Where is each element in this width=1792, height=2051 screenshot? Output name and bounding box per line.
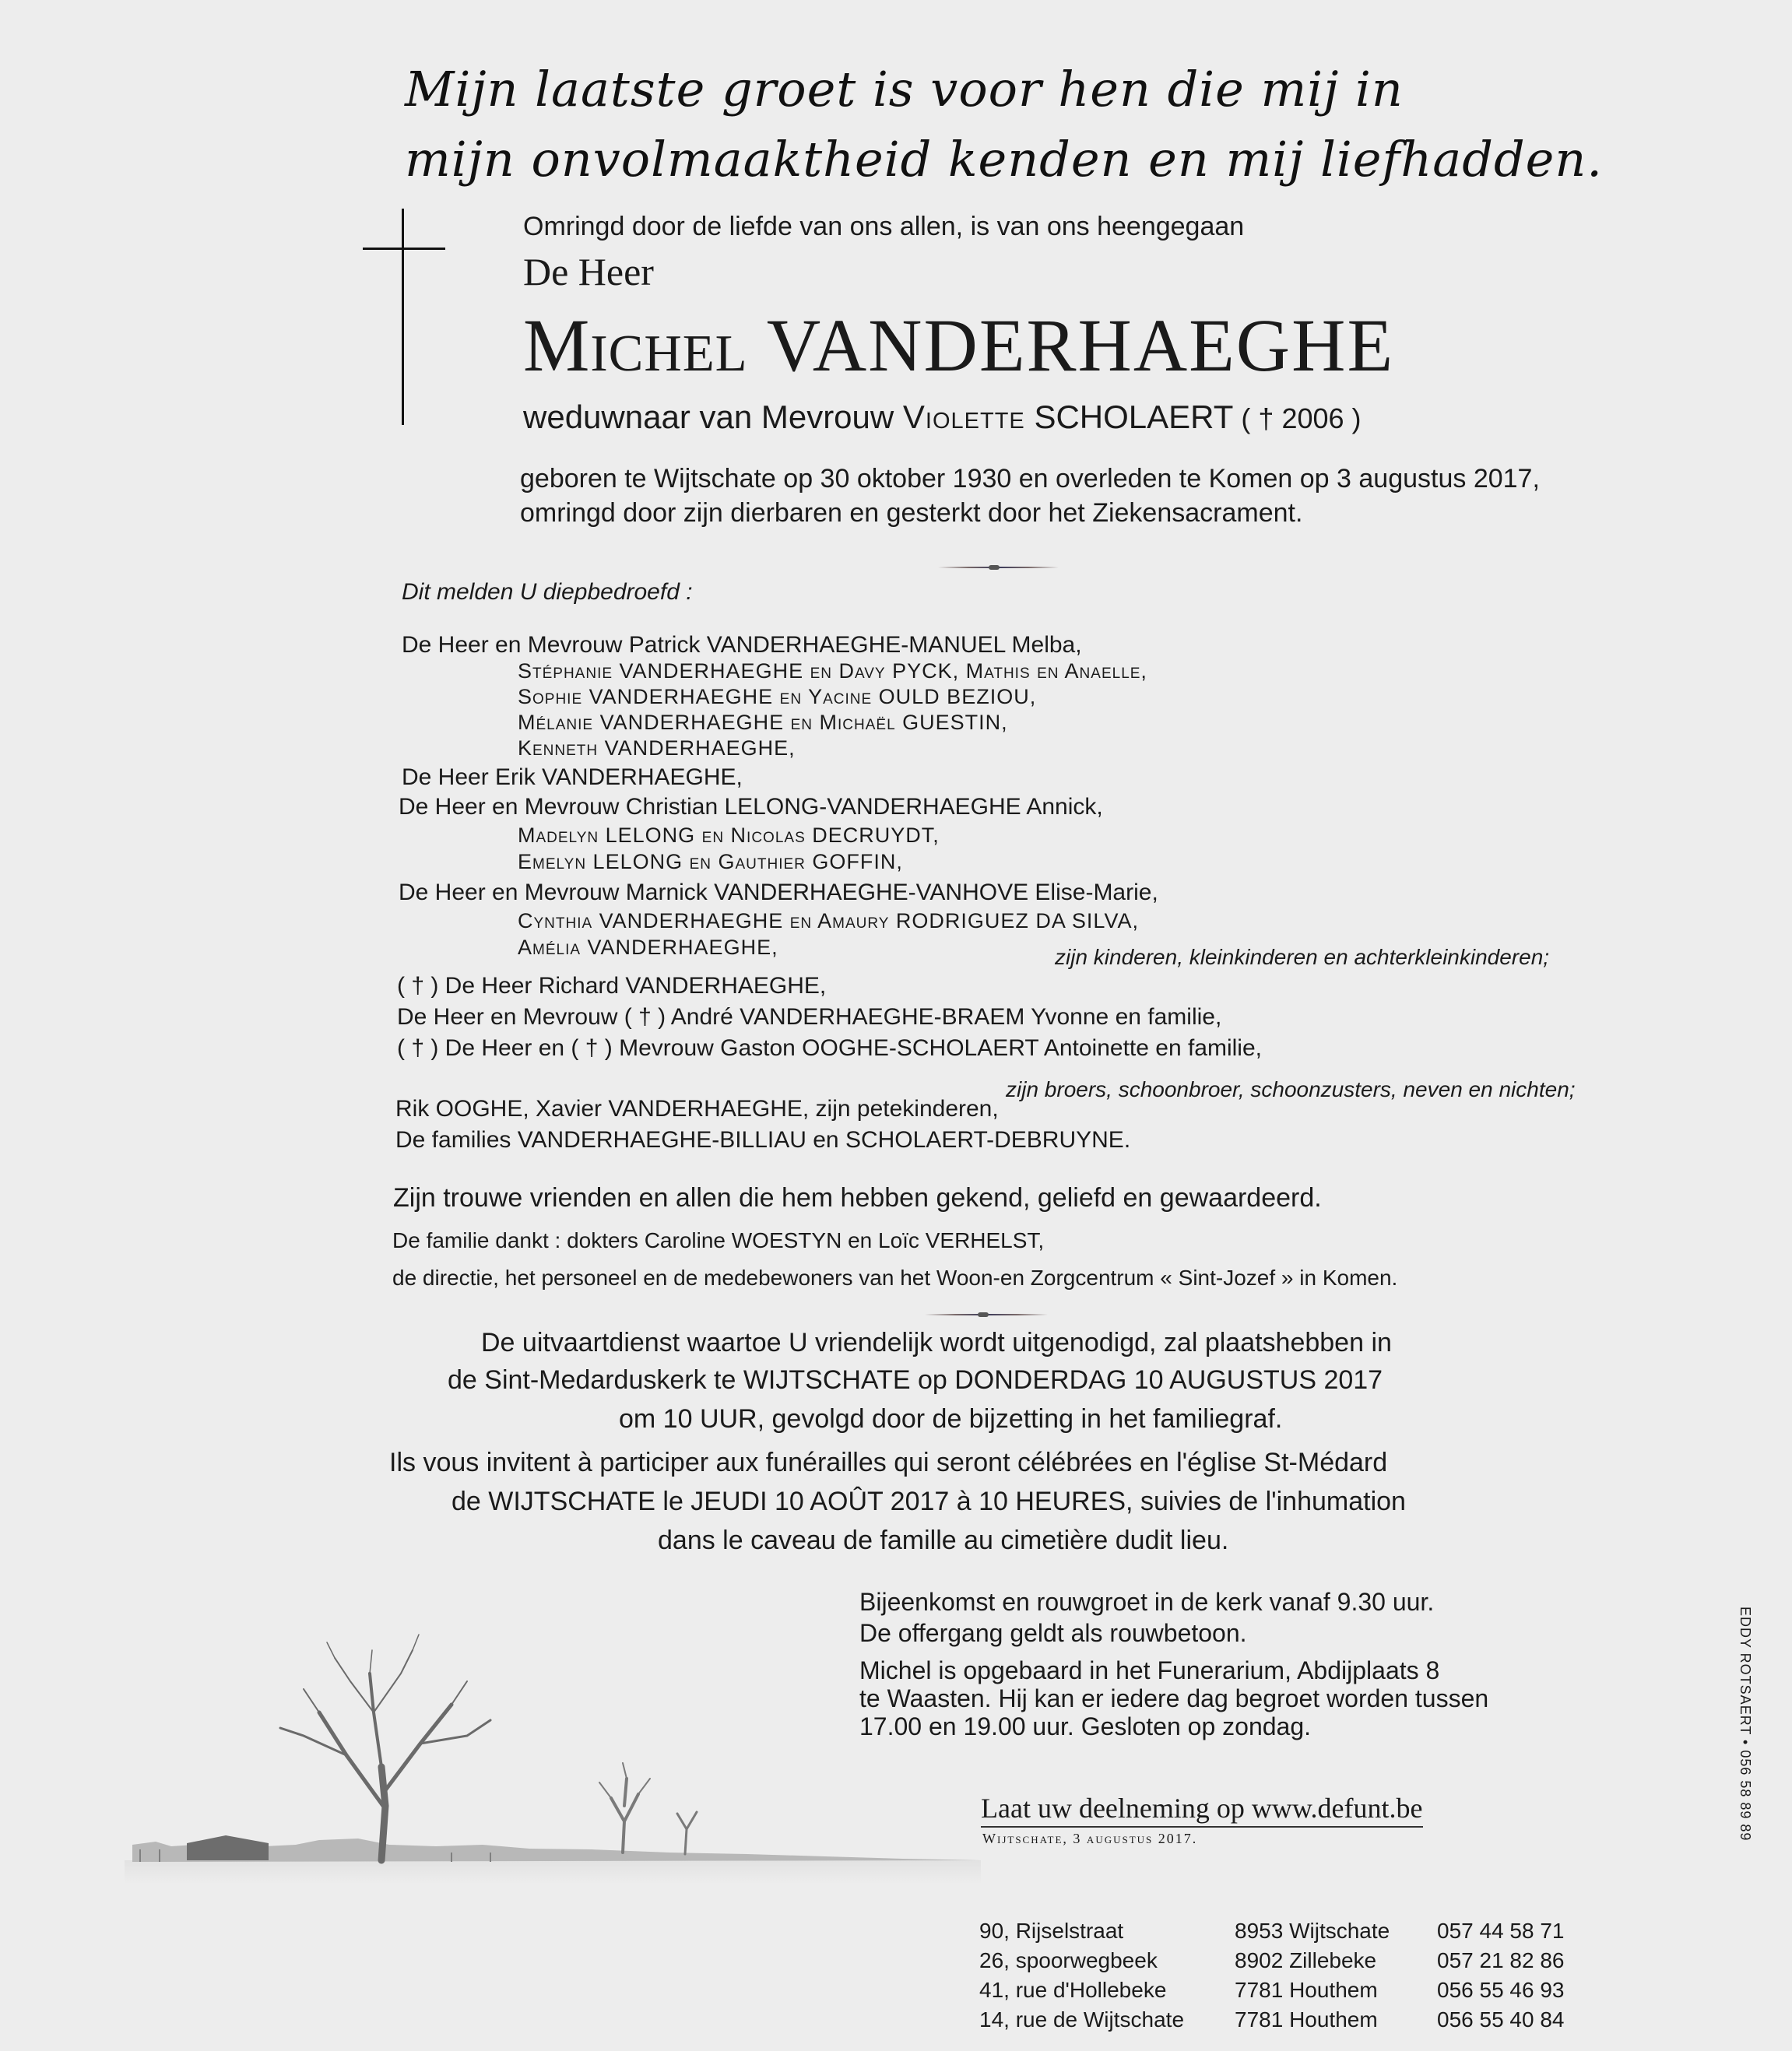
children-note: zijn kinderen, kleinkinderen en achterkleinkinderen; xyxy=(1055,945,1550,969)
birth-line-1: geboren te Wijtschate op 30 oktober 1930 en overleden te Komen op 3 augustus 2017, xyxy=(520,464,1540,493)
funeral-nl-line-3: om 10 UUR, gevolgd door de bijzetting in het familiegraf. xyxy=(619,1404,1283,1434)
sibling-line-3: ( † ) De Heer en ( † ) Mevrouw Gaston OOGHE-SCHOLAERT Antoinette en familie, xyxy=(397,1035,1262,1061)
deceased-name xyxy=(523,302,1394,388)
godchildren-line: Rik OOGHE, Xavier VANDERHAEGHE, zijn petekinderen, xyxy=(395,1096,999,1122)
ornament-divider xyxy=(938,565,1059,570)
street-1: 90, Rijselstraat xyxy=(979,1919,1124,1943)
info-line-1: Bijeenkomst en rouwgroet in de kerk vanaf 9.30 uur. xyxy=(859,1588,1435,1616)
family-line-7: De Heer en Mevrouw Christian LELONG-VANDERHAEGHE Annick, xyxy=(399,794,1103,820)
place-date: Wijtschate, 3 augustus 2017. xyxy=(982,1831,1198,1846)
spouse-death: ( † 2006 ) xyxy=(1233,402,1362,434)
families-line: De families VANDERHAEGHE-BILLIAU en SCHOLAERT-DEBRUYNE. xyxy=(395,1127,1131,1153)
sibling-line-1: ( † ) De Heer Richard VANDERHAEGHE, xyxy=(397,973,827,999)
street-2: 26, spoorwegbeek xyxy=(979,1948,1158,1972)
info-line-3: Michel is opgebaard in het Funerarium, Abdijplaats 8 xyxy=(859,1656,1440,1684)
town-1: 8953 Wijtschate xyxy=(1235,1919,1390,1943)
printer-credit: EDDY ROTSAERT • 056 58 89 89 xyxy=(1738,1607,1753,1842)
deceased-first-name: Michel xyxy=(523,304,748,387)
family-line-6: De Heer Erik VANDERHAEGHE, xyxy=(402,764,743,790)
family-line-3: Sophie VANDERHAEGHE en Yacine OULD BEZIOU, xyxy=(518,685,1037,708)
phone-3: 056 55 46 93 xyxy=(1437,1978,1565,2002)
spouse-line xyxy=(523,399,1362,436)
family-line-1: De Heer en Mevrouw Patrick VANDERHAEGHE-MANUEL Melba, xyxy=(402,632,1082,658)
condolence-link[interactable]: Laat uw deelneming op www.defunt.be xyxy=(981,1792,1423,1828)
family-line-2: Stéphanie VANDERHAEGHE en Davy PYCK, Mathis en Anaelle, xyxy=(518,659,1147,683)
funeral-fr-line-2: de WIJTSCHATE le JEUDI 10 AOÛT 2017 à 10 HEURES, suivies de l'inhumation xyxy=(452,1487,1406,1516)
family-line-10: De Heer en Mevrouw Marnick VANDERHAEGHE-VANHOVE Elise-Marie, xyxy=(399,880,1158,905)
family-line-11: Cynthia VANDERHAEGHE en Amaury RODRIGUEZ DA SILVA, xyxy=(518,909,1139,932)
town-2: 8902 Zillebeke xyxy=(1235,1948,1377,1972)
funeral-nl-line-2: de Sint-Medarduskerk te WIJTSCHATE op DONDERDAG 10 AUGUSTUS 2017 xyxy=(448,1365,1383,1395)
thanks-line-2: de directie, het personeel en de medebewoners van het Woon-en Zorgcentrum « Sint-Jozef » in Komen. xyxy=(392,1266,1398,1290)
intro-text: Omringd door de liefde van ons allen, is van ons heengegaan xyxy=(523,212,1245,241)
phone-2: 057 21 82 86 xyxy=(1437,1948,1565,1972)
address-towns xyxy=(1235,1916,1390,2035)
phone-1: 057 44 58 71 xyxy=(1437,1919,1565,1943)
family-line-5: Kenneth VANDERHAEGHE, xyxy=(518,736,796,760)
funeral-fr-line-3: dans le caveau de famille au cimetière dudit lieu. xyxy=(658,1526,1229,1555)
family-line-8: Madelyn LELONG en Nicolas DECRUYDT, xyxy=(518,824,940,847)
funeral-fr-line-1: Ils vous invitent à participer aux funérailles qui seront célébrées en l'église St-Médard xyxy=(389,1448,1388,1477)
friends-line: Zijn trouwe vrienden en allen die hem hebben gekend, geliefd en gewaardeerd. xyxy=(393,1183,1322,1213)
info-line-2: De offergang geldt als rouwbetoon. xyxy=(859,1619,1247,1647)
street-4: 14, rue de Wijtschate xyxy=(979,2007,1185,2032)
address-phones xyxy=(1437,1916,1565,2035)
siblings-note: zijn broers, schoonbroer, schoonzusters, neven en nichten; xyxy=(1006,1077,1576,1101)
quote-line-2: mijn onvolmaaktheid kenden en mij liefhadden. xyxy=(405,131,1603,188)
family-line-9: Emelyn LELONG en Gauthier GOFFIN, xyxy=(518,850,903,873)
funeral-nl-line-1: De uitvaartdienst waartoe U vriendelijk wordt uitgenodigd, zal plaatshebben in xyxy=(481,1328,1392,1357)
family-line-4: Mélanie VANDERHAEGHE en Michaël GUESTIN, xyxy=(518,711,1008,734)
spouse-last-name: SCHOLAERT xyxy=(1024,399,1234,435)
spouse-first-name: Violette xyxy=(902,399,1025,435)
ornament-divider xyxy=(925,1312,1048,1317)
sibling-line-2: De Heer en Mevrouw ( † ) André VANDERHAEGHE-BRAEM Yvonne en familie, xyxy=(397,1004,1222,1030)
town-4: 7781 Houthem xyxy=(1235,2007,1378,2032)
title-text: De Heer xyxy=(523,250,654,293)
quote-line-1: Mijn laatste groet is voor hen die mij in xyxy=(405,61,1404,118)
thanks-line-1: De familie dankt : dokters Caroline WOESTYN en Loïc VERHELST, xyxy=(392,1228,1045,1252)
family-line-12: Amélia VANDERHAEGHE, xyxy=(518,936,778,959)
winter-landscape-image xyxy=(125,1619,981,1884)
birth-line-2: omringd door zijn dierbaren en gesterkt door het Ziekensacrament. xyxy=(520,498,1303,528)
info-line-4: te Waasten. Hij kan er iedere dag begroet worden tussen xyxy=(859,1684,1489,1712)
spouse-prefix: weduwnaar van Mevrouw xyxy=(523,399,903,435)
family-heading: Dit melden U diepbedroefd : xyxy=(402,579,693,605)
info-line-5: 17.00 en 19.00 uur. Gesloten op zondag. xyxy=(859,1712,1312,1740)
town-3: 7781 Houthem xyxy=(1235,1978,1378,2002)
deceased-last-name: VANDERHAEGHE xyxy=(766,304,1395,387)
phone-4: 056 55 40 84 xyxy=(1437,2007,1565,2032)
street-3: 41, rue d'Hollebeke xyxy=(979,1978,1167,2002)
address-streets xyxy=(979,1916,1184,2035)
